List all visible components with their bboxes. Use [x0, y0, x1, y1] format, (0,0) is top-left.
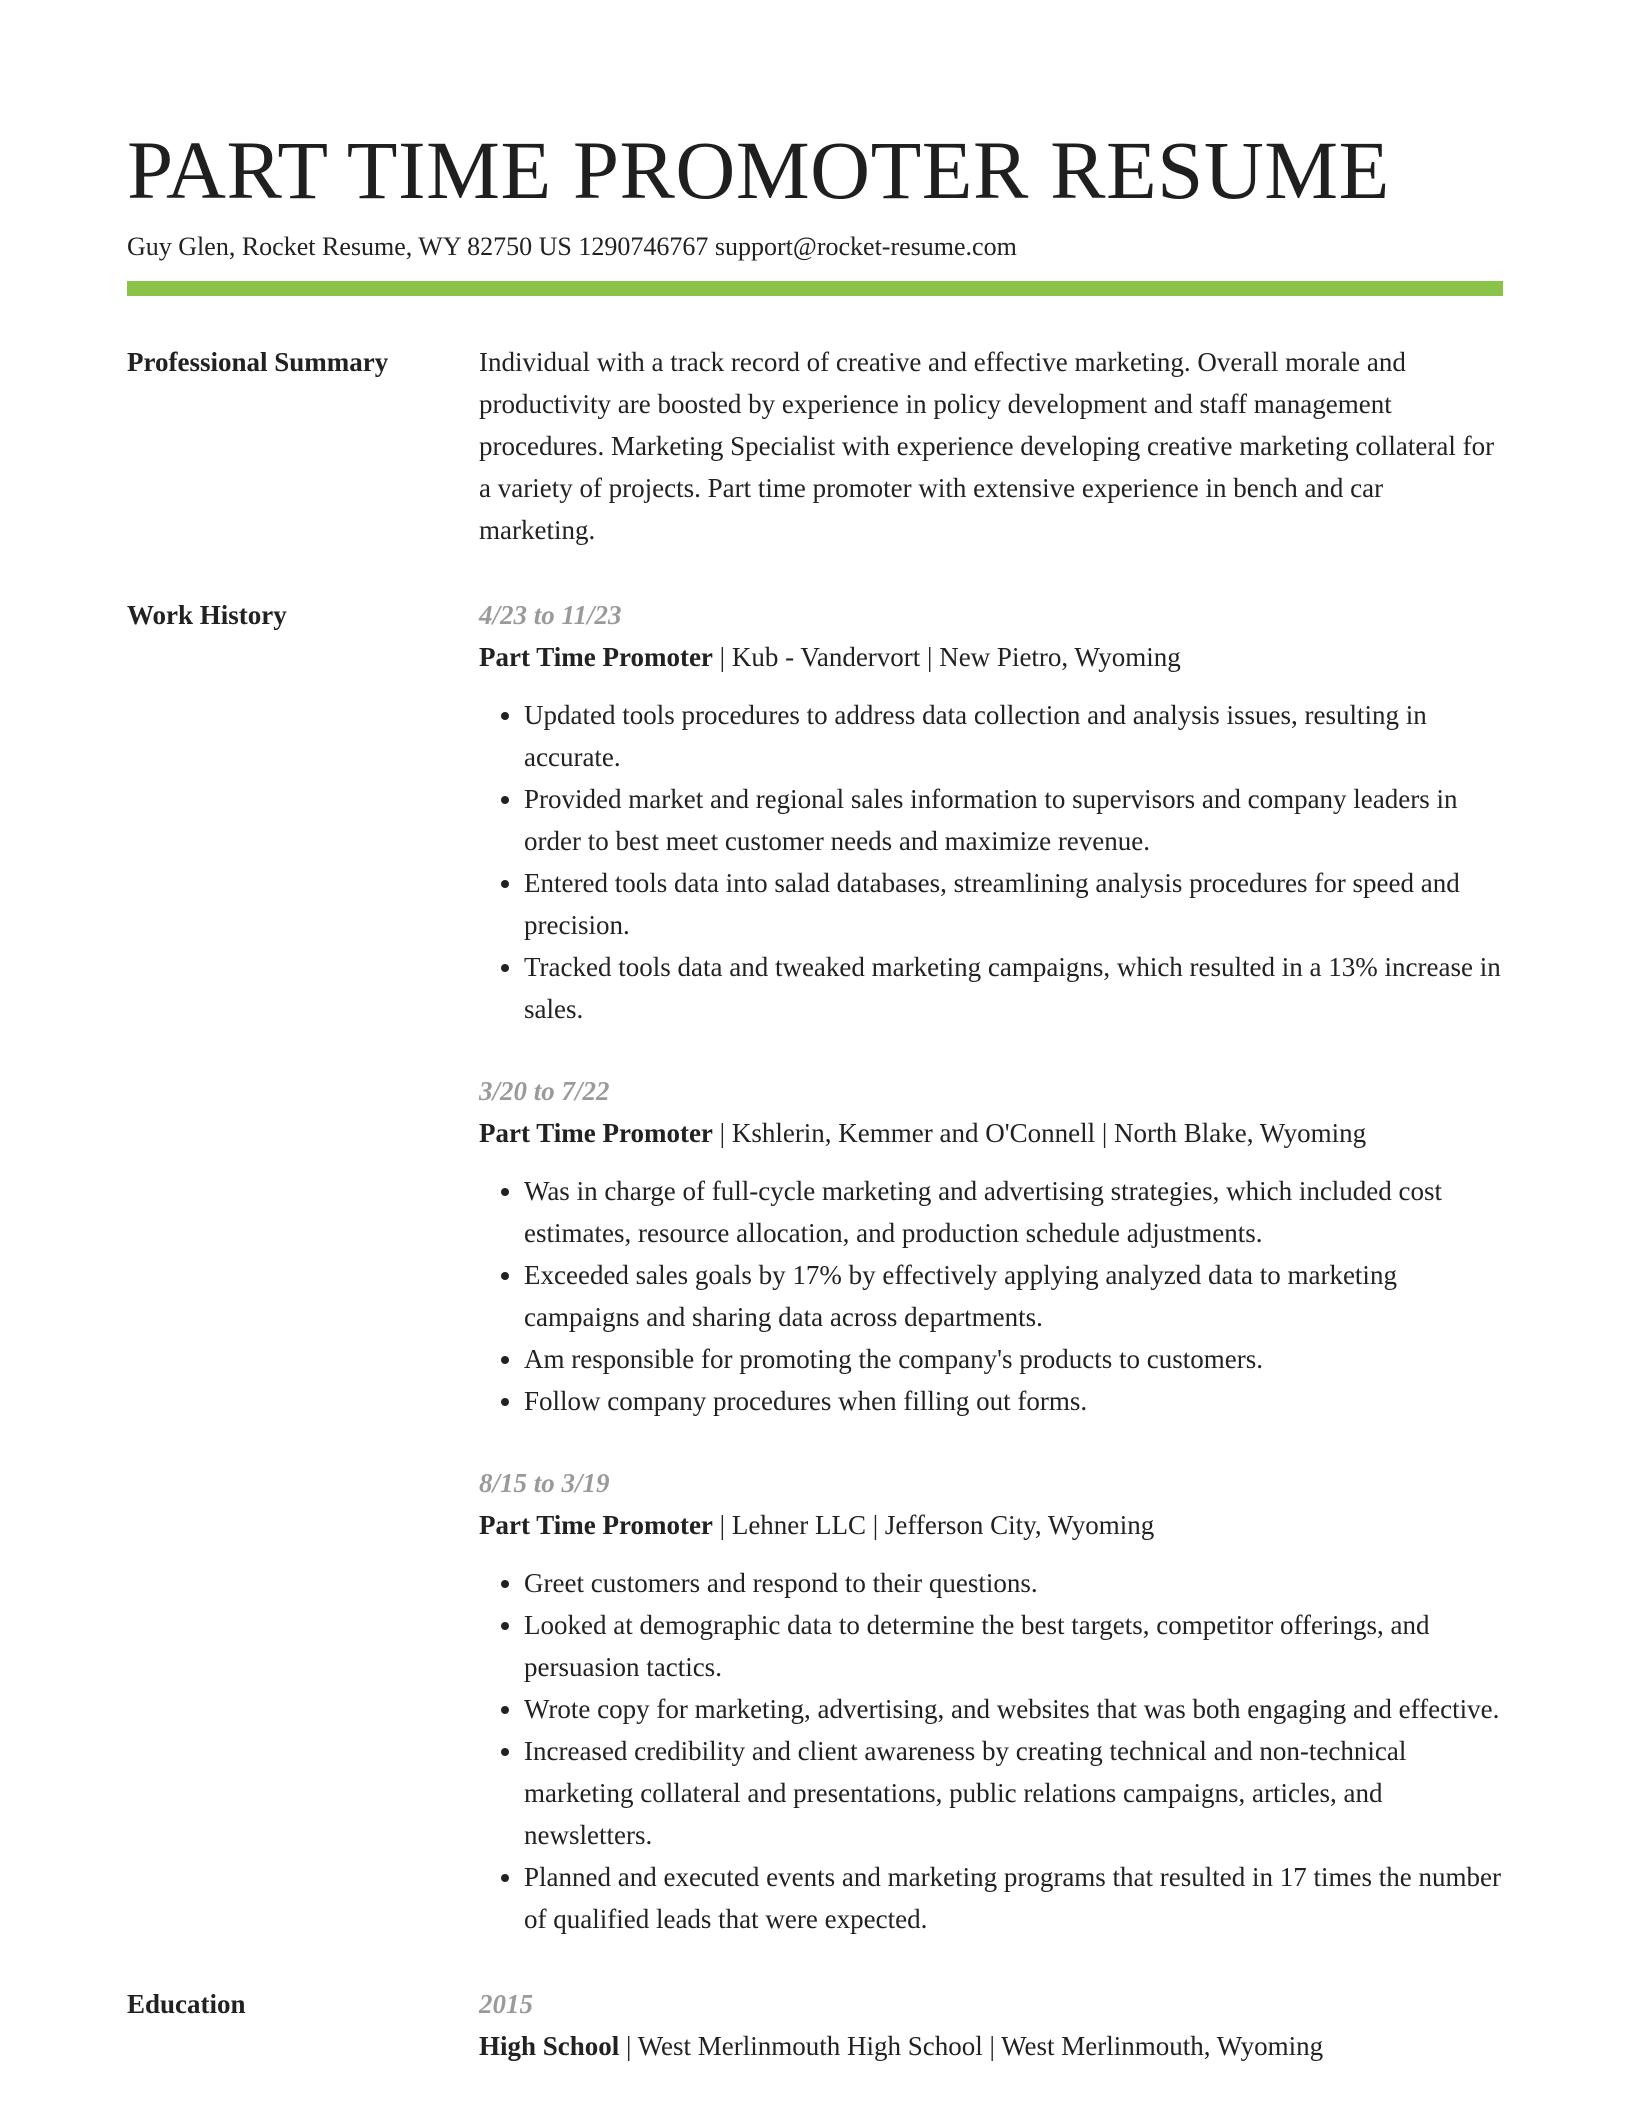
job-role: Part Time Promoter: [479, 1510, 713, 1540]
list-item: • Updated tools procedures to address data collection and analysis issues, resulting in accurate.: [524, 694, 1503, 778]
list-item: • Exceeded sales goals by 17% by effectively applying analyzed data to marketing campaigns and sharing data across departments.: [524, 1254, 1503, 1338]
list-item: • Was in charge of full-cycle marketing and advertising strategies, which included cost estimates, resource allocation, and production schedule adjustments.: [524, 1170, 1503, 1254]
work-history-label: Work History: [127, 600, 287, 630]
list-item: • Wrote copy for marketing, advertising, and websites that was both engaging and effective.: [524, 1688, 1503, 1730]
job-entry: [479, 1070, 1503, 1422]
job-role: Part Time Promoter: [479, 1118, 713, 1148]
job-title-line: [479, 1504, 1503, 1546]
education-line: [479, 2025, 1503, 2067]
job-bullets: [479, 1170, 1503, 1422]
summary-text: Individual with a track record of creative and effective marketing. Overall morale and productivity are boosted by experience in policy development and staff management procedures. Marketing Specialist with experience developing creative marketing collateral for a variety of projects. Part time promoter with extensive experience in bench and car marketing.: [479, 347, 1495, 545]
accent-divider: [127, 281, 1503, 296]
list-item: • Greet customers and respond to their questions.: [524, 1562, 1503, 1604]
summary-section: [127, 346, 1503, 551]
job-dates: 3/20 to 7/22: [479, 1076, 610, 1106]
job-title-line: [479, 1112, 1503, 1154]
contact-city: Rocket Resume,: [241, 232, 419, 261]
education-entry: [479, 1983, 1503, 2067]
job-entry: [479, 594, 1503, 1030]
job-details: | Kub - Vandervort | New Pietro, Wyoming: [712, 642, 1181, 672]
contact-name: Guy Glen,: [127, 232, 242, 261]
job-entry: [479, 1462, 1503, 1940]
job-role: Part Time Promoter: [479, 642, 713, 672]
education-degree: High School: [479, 2031, 620, 2061]
job-details: | Kshlerin, Kemmer and O'Connell | North Blake, Wyoming: [712, 1118, 1367, 1148]
job-bullets: [479, 1562, 1503, 1940]
job-bullets: [479, 694, 1503, 1030]
list-item: • Tracked tools data and tweaked marketing campaigns, which resulted in a 13% increase in sales.: [524, 946, 1503, 1030]
work-history-section: [127, 599, 1503, 1940]
resume-page: [127, 122, 1503, 2067]
list-item: • Follow company procedures when filling out forms.: [524, 1380, 1503, 1422]
contact-email: support@rocket-resume.com: [714, 232, 1017, 261]
list-item: • Am responsible for promoting the company's products to customers.: [524, 1338, 1503, 1380]
summary-body: [479, 341, 1503, 551]
contact-line: [127, 230, 1503, 264]
job-details: | Lehner LLC | Jefferson City, Wyoming: [712, 1510, 1155, 1540]
job-dates: 8/15 to 3/19: [479, 1468, 610, 1498]
job-dates: 4/23 to 11/23: [479, 600, 622, 630]
list-item: • Provided market and regional sales information to supervisors and company leaders in order to best meet customer needs and maximize revenue.: [524, 778, 1503, 862]
contact-country: US: [538, 232, 579, 261]
education-label: Education: [127, 1989, 246, 2019]
list-item: • Looked at demographic data to determine the best targets, competitor offerings, and persuasion tactics.: [524, 1604, 1503, 1688]
education-dates: 2015: [479, 1989, 533, 2019]
work-history-body: [479, 594, 1503, 1940]
list-item: • Planned and executed events and marketing programs that resulted in 17 times the number of qualified leads that were expected.: [524, 1856, 1503, 1940]
resume-title: PART TIME PROMOTER RESUME: [127, 124, 1390, 216]
list-item: • Increased credibility and client awareness by creating technical and non-technical marketing collateral and presentations, public relations campaigns, articles, and newsletters.: [524, 1730, 1503, 1856]
summary-label: Professional Summary: [127, 347, 389, 377]
education-body: [479, 1983, 1503, 2067]
education-details: | West Merlinmouth High School | West Merlinmouth, Wyoming: [619, 2031, 1324, 2061]
contact-phone: 1290746767: [578, 232, 715, 261]
list-item: • Entered tools data into salad databases, streamlining analysis procedures for speed and precision.: [524, 862, 1503, 946]
job-title-line: [479, 636, 1503, 678]
contact-state-zip: WY 82750: [418, 232, 539, 261]
education-section: [127, 1988, 1503, 2067]
